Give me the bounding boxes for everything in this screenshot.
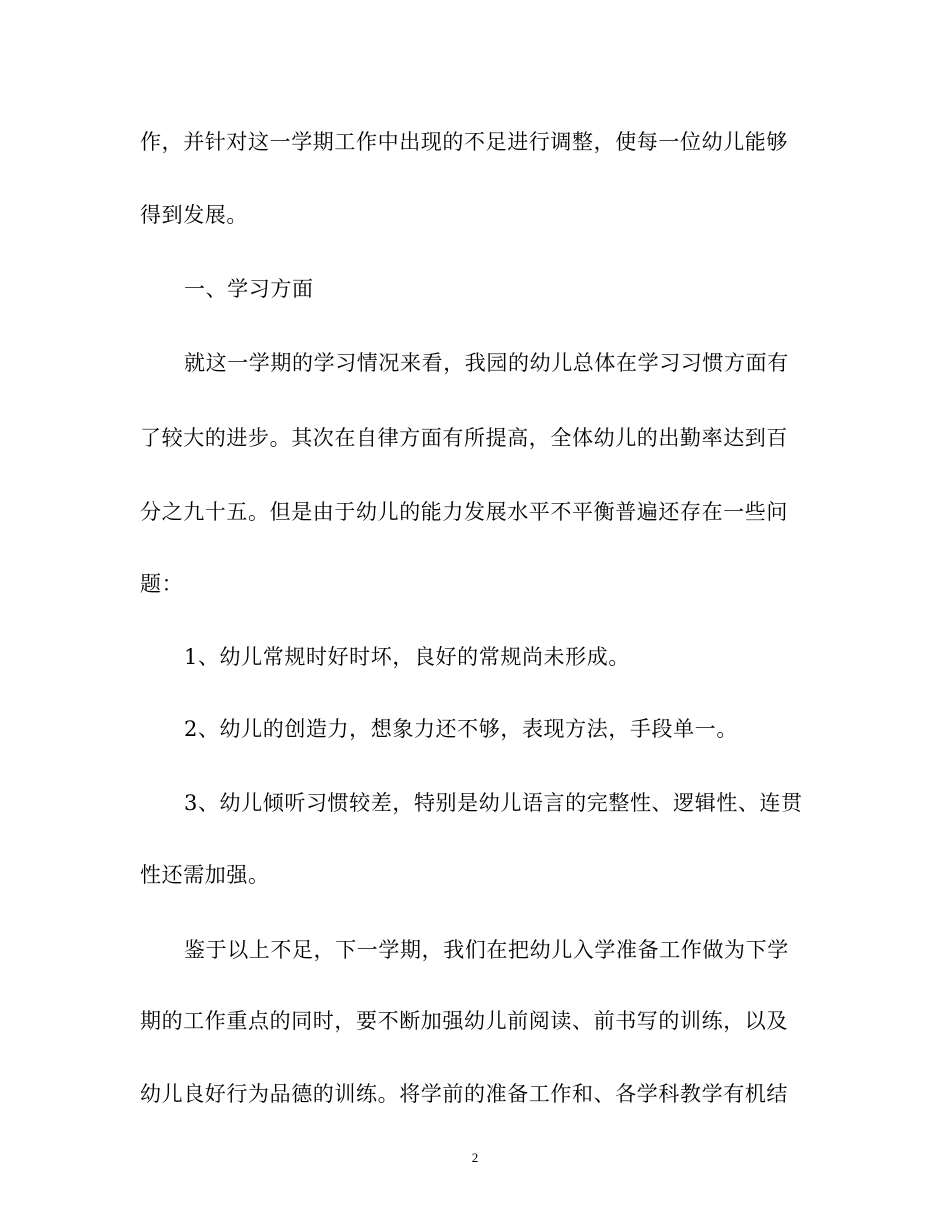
text-line: 幼儿良好行为品德的训练。将学前的准备工作和、各学科教学有机结: [140, 1082, 788, 1106]
section-heading: 一、学习方面: [184, 277, 314, 301]
text-line: 得到发展。: [140, 203, 248, 227]
text-line: 题：: [140, 572, 184, 596]
text-line: 鉴于以上不足，下一学期，我们在把幼儿入学准备工作做为下学: [184, 938, 789, 962]
list-item: 3、幼儿倾听习惯较差，特别是幼儿语言的完整性、逻辑性、连贯: [184, 791, 803, 815]
text-line: 就这一学期的学习情况来看，我园的幼儿总体在学习习惯方面有: [184, 351, 789, 375]
list-item: 1、幼儿常规时好时坏，良好的常规尚未形成。: [184, 645, 630, 669]
page-number: 2: [471, 1150, 479, 1165]
text-line: 分之九十五。但是由于幼儿的能力发展水平不平衡普遍还存在一些问: [140, 500, 788, 524]
list-item: 2、幼儿的创造力，想象力还不够，表现方法，手段单一。: [184, 717, 738, 741]
text-line: 期的工作重点的同时，要不断加强幼儿前阅读、前书写的训练，以及: [140, 1009, 788, 1033]
text-line: 性还需加强。: [140, 863, 270, 887]
text-line: 作，并针对这一学期工作中出现的不足进行调整，使每一位幼儿能够: [140, 130, 788, 154]
text-line: 了较大的进步。其次在自律方面有所提高，全体幼儿的出勤率达到百: [140, 426, 788, 450]
